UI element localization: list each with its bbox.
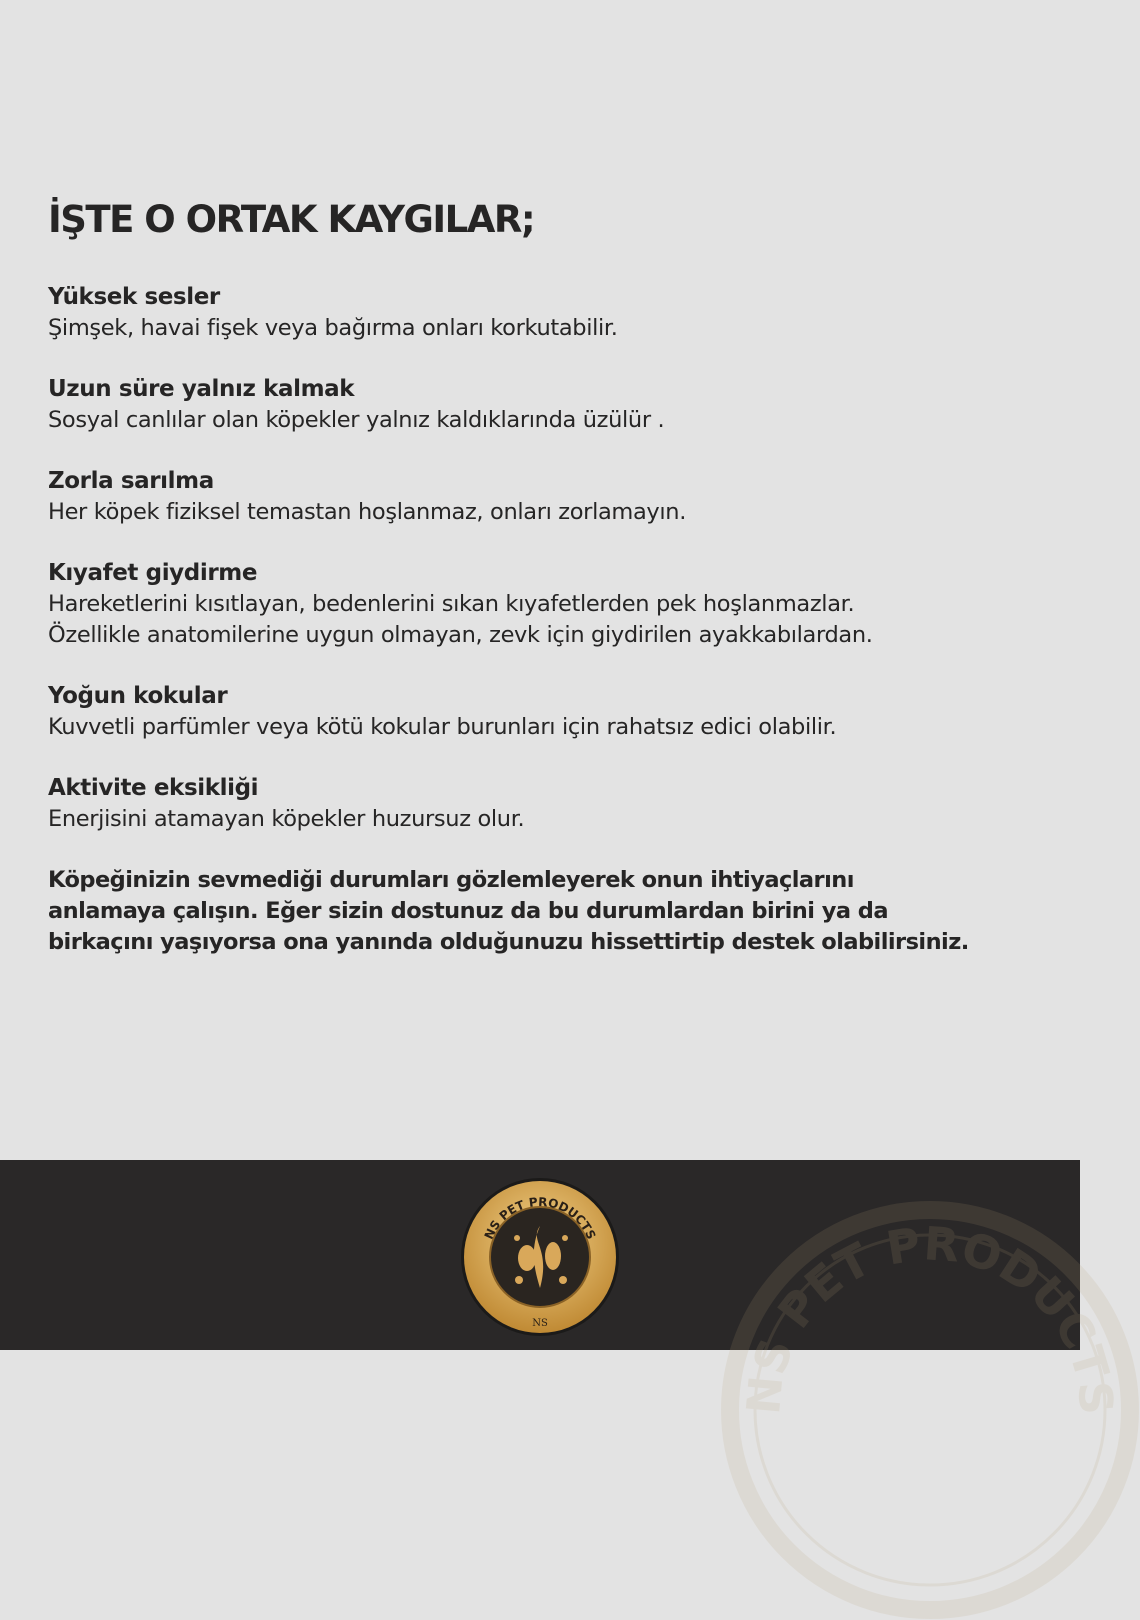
closing-line: Köpeğinizin sevmediği durumları gözlemleyerek onun ihtiyaçlarını [48, 867, 854, 893]
concern-text: Enerjisini atamayan köpekler huzursuz olur. [48, 806, 525, 832]
concern-text: Kuvvetli parfümler veya kötü kokular burunları için rahatsız edici olabilir. [48, 714, 837, 740]
brand-logo [459, 1176, 621, 1338]
concern-title: Yüksek sesler [48, 284, 220, 310]
concern-title: Aktivite eksikliği [48, 775, 259, 801]
svg-text:NS PET PRODUCTS: NS PET PRODUCTS [481, 1194, 599, 1242]
concern-item [48, 558, 1058, 651]
page-title: İŞTE O ORTAK KAYGILAR; [48, 198, 535, 241]
closing-paragraph [48, 865, 1058, 958]
concern-title: Uzun süre yalnız kalmak [48, 376, 355, 402]
closing-line: birkaçını yaşıyorsa ona yanında olduğunuzu hissettirtip destek olabilirsiniz. [48, 929, 969, 955]
brand-watermark-icon [720, 1200, 1140, 1620]
main-content [48, 196, 1058, 958]
svg-text:NS PET PRODUCTS: NS PET PRODUCTS [736, 1216, 1124, 1417]
concern-item [48, 681, 1058, 743]
concern-item [48, 374, 1058, 436]
concern-item [48, 773, 1058, 835]
closing-line: anlamaya çalışın. Eğer sizin dostunuz da bu durumlardan birini ya da [48, 898, 888, 924]
concern-text: Her köpek fiziksel temastan hoşlanmaz, onları zorlamayın. [48, 499, 686, 525]
concern-item [48, 282, 1058, 344]
concern-title: Kıyafet giydirme [48, 560, 258, 586]
svg-text:NS: NS [532, 1318, 548, 1329]
concern-text: Sosyal canlılar olan köpekler yalnız kaldıklarında üzülür . [48, 407, 665, 433]
concern-text: Özellikle anatomilerine uygun olmayan, zevk için giydirilen ayakkabılardan. [48, 622, 873, 648]
concern-text: Hareketlerini kısıtlayan, bedenlerini sıkan kıyafetlerden pek hoşlanmazlar. [48, 591, 855, 617]
footer-bar [0, 1160, 1124, 1417]
concern-text: Şimşek, havai fişek veya bağırma onları korkutabilir. [48, 315, 618, 341]
concern-item [48, 466, 1058, 528]
concern-title: Yoğun kokular [48, 683, 228, 709]
concern-title: Zorla sarılma [48, 468, 214, 494]
